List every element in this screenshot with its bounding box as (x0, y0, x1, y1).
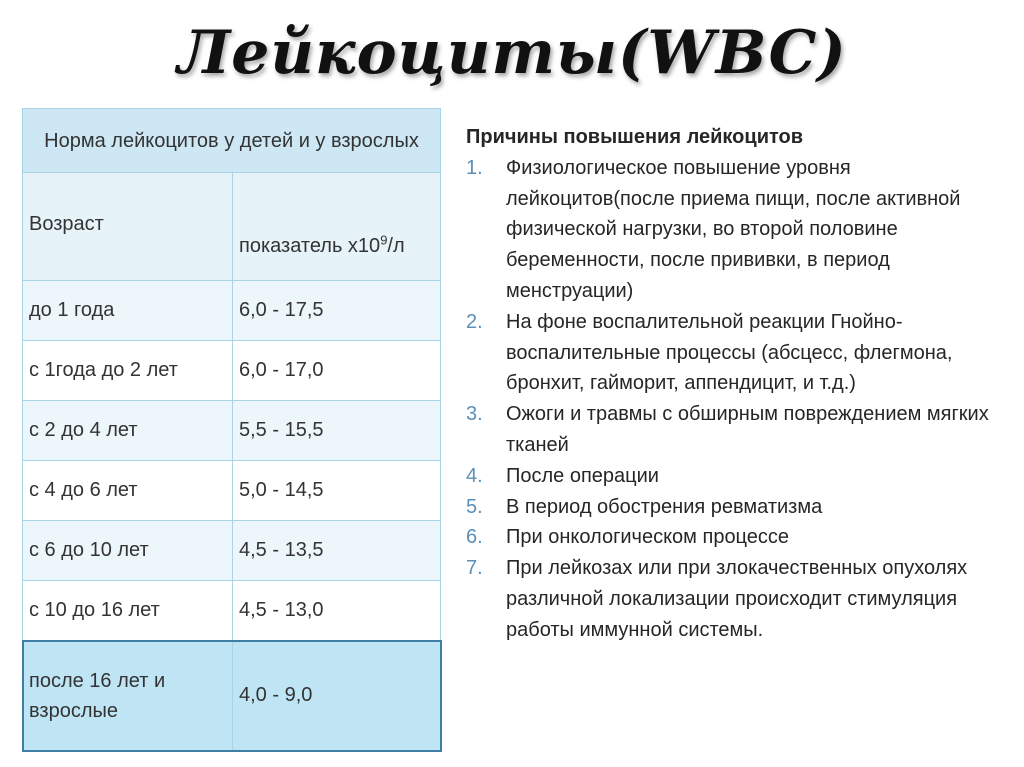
list-number: 4. (466, 464, 483, 487)
age-cell: с 1года до 2 лет (23, 341, 233, 401)
list-item-text: Ожоги и травмы с обширным повреждением мягких тканей (506, 403, 989, 456)
list-item (466, 153, 1011, 307)
value-unit-prefix: показатель x10 (239, 235, 381, 257)
list-item-text: При онкологическом процессе (506, 526, 790, 549)
leukocyte-norms-table (22, 108, 441, 751)
value-cell: 6,0 - 17,0 (233, 341, 441, 401)
age-cell: с 4 до 6 лет (23, 461, 233, 521)
list-item (466, 307, 1011, 399)
value-unit-exponent: 9 (380, 232, 388, 248)
list-item-text: В период обострения ревматизма (506, 495, 823, 518)
value-cell: 4,5 - 13,0 (233, 581, 441, 641)
age-cell: с 6 до 10 лет (23, 521, 233, 581)
list-item (466, 461, 1011, 492)
value-cell: 4,0 - 9,0 (233, 641, 441, 751)
list-number: 1. (466, 156, 483, 179)
list-item-text: При лейкозах или при злокачественных опухолях различной локализации происходит стимуляция работы иммунной системы. (506, 557, 968, 641)
column-value-header (233, 173, 441, 281)
column-age-header: Возраст (23, 173, 233, 281)
age-cell: до 1 года (23, 281, 233, 341)
table-row (23, 401, 441, 461)
list-item (466, 522, 1011, 553)
table-header: Норма лейкоцитов у детей и у взрослых (23, 109, 441, 173)
list-item (466, 399, 1011, 461)
list-item (466, 492, 1011, 523)
table-row-highlighted (23, 641, 441, 751)
causes-list (466, 153, 1011, 646)
list-number: 6. (466, 526, 483, 549)
value-cell: 6,0 - 17,5 (233, 281, 441, 341)
age-cell: с 2 до 4 лет (23, 401, 233, 461)
value-cell: 5,5 - 15,5 (233, 401, 441, 461)
value-cell: 4,5 - 13,5 (233, 521, 441, 581)
causes-title: Причины повышения лейкоцитов (466, 126, 804, 148)
list-number: 7. (466, 557, 483, 580)
table-row (23, 341, 441, 401)
table-row (23, 281, 441, 341)
list-item-text: После операции (506, 464, 659, 487)
list-number: 2. (466, 310, 483, 333)
list-number: 5. (466, 495, 483, 518)
list-number: 3. (466, 403, 483, 426)
value-cell: 5,0 - 14,5 (233, 461, 441, 521)
table-row (23, 461, 441, 521)
list-item-text: Физиологическое повышение уровня лейкоцитов(после приема пищи, после активной физической нагрузки, во второй половине беременности, после прививки, в период менструации) (506, 156, 961, 302)
age-cell: с 10 до 16 лет (23, 581, 233, 641)
table-row (23, 581, 441, 641)
age-cell: после 16 лет и взрослые (23, 641, 233, 751)
causes-section (466, 122, 1011, 646)
list-item (466, 553, 1011, 645)
list-item-text: На фоне воспалительной реакции Гнойно-воспалительные процессы (абсцесс, флегмона, бронхит, гайморит, аппендицит, и т.д.) (506, 310, 953, 395)
value-unit-suffix: /л (387, 235, 405, 257)
table-row (23, 521, 441, 581)
page-title: Лейкоциты(WBC) (177, 18, 847, 88)
